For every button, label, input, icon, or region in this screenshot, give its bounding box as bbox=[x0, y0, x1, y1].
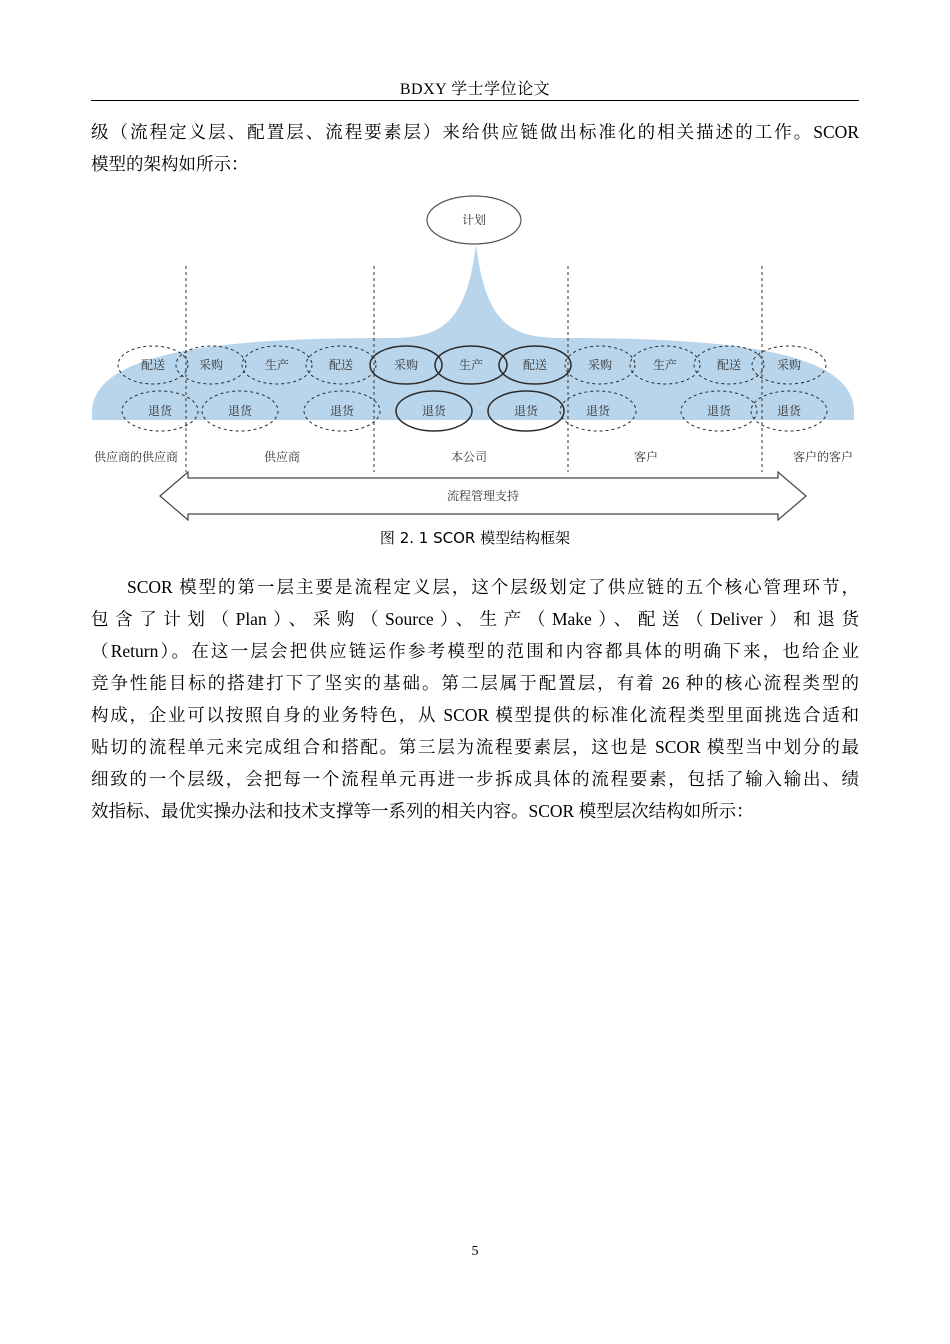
process-label: 退货 bbox=[776, 404, 802, 418]
section-label: 本公司 bbox=[450, 450, 488, 464]
process-label: 生产 bbox=[652, 358, 678, 372]
process-label: 配送 bbox=[522, 358, 548, 372]
body-line: 细致的一个层级，会把每一个流程单元再进一步拆成具体的流程要素，包括了输入输出、绩 bbox=[91, 769, 859, 789]
process-band bbox=[92, 244, 854, 420]
intro-line: 级（流程定义层、配置层、流程要素层）来给供应链做出标准化的相关描述的工作。SCOR bbox=[91, 122, 859, 142]
process-label: 配送 bbox=[140, 358, 166, 372]
page-header: BDXY 学士学位论文 bbox=[399, 81, 551, 98]
body-line: SCOR 模型的第一层主要是流程定义层，这个层级划定了供应链的五个核心管理环节， bbox=[127, 577, 859, 597]
process-label: 退货 bbox=[706, 404, 732, 418]
section-label: 客户 bbox=[633, 450, 659, 464]
process-label: 采购 bbox=[776, 358, 802, 372]
body-line: 效指标、最优实操办法和技术支撑等一系列的相关内容。SCOR 模型层次结构如所示： bbox=[91, 801, 754, 821]
figure-caption: 图 2. 1 SCOR 模型结构框架 bbox=[379, 529, 571, 547]
body-paragraph bbox=[91, 571, 859, 827]
process-label: 生产 bbox=[458, 358, 484, 372]
process-label: 采购 bbox=[393, 358, 419, 372]
body-line: 竞争性能目标的搭建打下了坚实的基础。第二层属于配置层，有着 26 种的核心流程类型的 bbox=[91, 673, 859, 693]
process-label: 退货 bbox=[513, 404, 539, 418]
intro-line: 模型的架构如所示： bbox=[91, 154, 249, 174]
intro-paragraph bbox=[91, 116, 859, 180]
process-label: 退货 bbox=[227, 404, 253, 418]
body-line: 贴切的流程单元来完成组合和搭配。第三层为流程要素层，这也是 SCOR 模型当中划分的最 bbox=[91, 737, 859, 757]
process-label: 退货 bbox=[329, 404, 355, 418]
process-label: 退货 bbox=[147, 404, 173, 418]
process-label: 退货 bbox=[421, 404, 447, 418]
body-line: 包含了计划（Plan）、采购（Source）、生产（Make）、配送（Deliver）和退货 bbox=[91, 609, 859, 629]
arrow-label: 流程管理支持 bbox=[446, 489, 520, 503]
section-labels bbox=[94, 449, 853, 464]
section-label: 供应商的供应商 bbox=[93, 450, 179, 464]
section-label: 客户的客户 bbox=[792, 450, 854, 464]
page-number: 5 bbox=[471, 1244, 479, 1259]
process-label: 采购 bbox=[198, 358, 224, 372]
scor-framework-figure bbox=[88, 188, 864, 533]
process-label: 生产 bbox=[264, 358, 290, 372]
plan-label: 计划 bbox=[461, 213, 487, 227]
scor-diagram bbox=[88, 188, 864, 533]
header-rule bbox=[91, 100, 859, 101]
process-label: 配送 bbox=[328, 358, 354, 372]
process-label: 退货 bbox=[585, 404, 611, 418]
body-line: （Return）。在这一层会把供应链运作参考模型的范围和内容都具体的明确下来，也给企业 bbox=[91, 641, 859, 661]
body-line: 构成，企业可以按照自身的业务特色，从 SCOR 模型提供的标准化流程类型里面挑选合适和 bbox=[91, 705, 859, 725]
process-label: 采购 bbox=[587, 358, 613, 372]
process-label: 配送 bbox=[716, 358, 742, 372]
section-label: 供应商 bbox=[263, 450, 301, 464]
